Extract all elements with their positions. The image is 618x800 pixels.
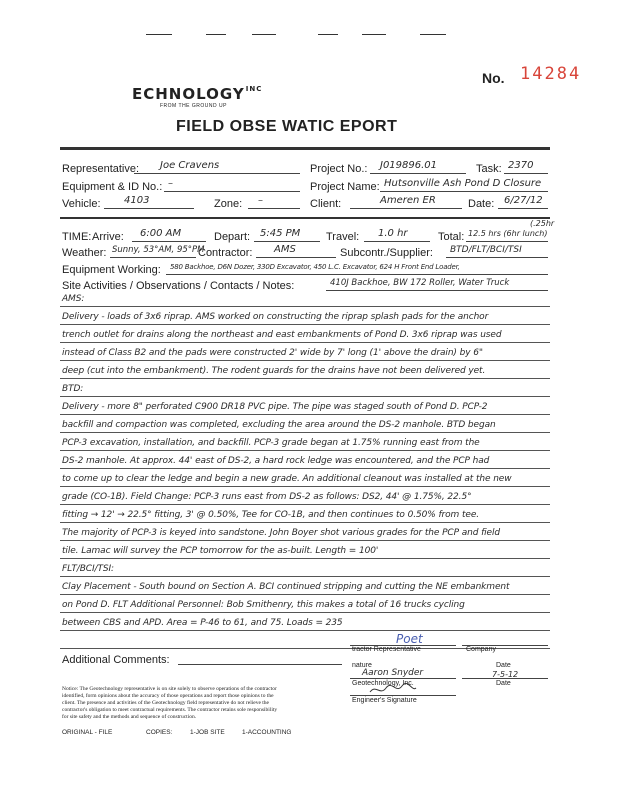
notice-line: for site safety and the methods and sequence of construction. bbox=[62, 714, 197, 720]
notice-line: identified, form opinions about the accuracy of those operations and report those opinions to the bbox=[62, 693, 274, 699]
arrive-underline bbox=[132, 241, 206, 242]
note-line: AMS: bbox=[62, 294, 85, 304]
additional-comments-label: Additional Comments: bbox=[62, 654, 170, 666]
distribution-accounting: 1-ACCOUNTING bbox=[242, 729, 292, 736]
subcontr-label: Subcontr./Supplier: bbox=[340, 247, 433, 259]
zone-label: Zone: bbox=[214, 198, 243, 210]
subcontr-value: BTD/FLT/BCI/TSI bbox=[450, 245, 522, 255]
header-dash bbox=[206, 34, 226, 35]
note-line: DS-2 manhole. At approx. 44' east of DS-2, a hard rock ledge was encountered, and the PCP had bbox=[62, 456, 490, 466]
depart-value: 5:45 PM bbox=[260, 228, 301, 239]
date-underline bbox=[498, 208, 548, 209]
depart-underline bbox=[254, 241, 320, 242]
contractor-underline bbox=[256, 257, 336, 258]
ruled-line bbox=[60, 540, 550, 541]
time-label: TIME: bbox=[62, 231, 92, 243]
ruled-line bbox=[60, 558, 550, 559]
header-dash bbox=[362, 34, 386, 35]
report-number: 14284 bbox=[520, 64, 582, 84]
zone-underline bbox=[248, 208, 300, 209]
equipment-id-label: Equipment & ID No.: bbox=[62, 181, 163, 193]
ruled-line bbox=[60, 576, 550, 577]
project-name-label: Project Name: bbox=[310, 181, 380, 193]
weather-underline bbox=[110, 257, 196, 258]
vehicle-underline bbox=[104, 208, 194, 209]
client-value: Ameren ER bbox=[380, 195, 436, 206]
ruled-line bbox=[60, 468, 550, 469]
distribution-original: ORIGINAL - FILE bbox=[62, 729, 113, 736]
representative-value: Joe Cravens bbox=[160, 160, 220, 171]
note-line: backfill and compaction was completed, excluding the area around the DS-2 manhole. BTD began bbox=[62, 420, 496, 430]
ruled-line bbox=[60, 360, 550, 361]
ruled-line bbox=[60, 630, 550, 631]
travel-underline bbox=[364, 241, 430, 242]
project-no-label: Project No.: bbox=[310, 163, 368, 175]
notice-line: contractor's obligation to meet contractual requirements. The contractor retains sole responsibility bbox=[62, 707, 278, 713]
logo-suffix: INC bbox=[245, 85, 263, 93]
travel-value: 1.0 hr bbox=[378, 228, 408, 239]
note-line: tile. Lamac will survey the PCP tomorrow for the as-built. Length = 100' bbox=[62, 546, 379, 556]
section-divider bbox=[60, 217, 550, 219]
engineer-signature-scribble bbox=[368, 682, 418, 696]
total-label: Total: bbox=[438, 231, 465, 243]
arrive-label: Arrive: bbox=[92, 231, 124, 243]
total-underline bbox=[466, 241, 548, 242]
equipment-working-value: 580 Backhoe, D6N Dozer, 330D Excavator, 450 L.C. Excavator, 624 H Front End Loader, bbox=[170, 263, 460, 271]
ruled-line bbox=[60, 594, 550, 595]
contractor-label: Contractor: bbox=[198, 247, 253, 259]
note-line: The majority of PCP-3 is keyed into sandstone. John Boyer shot various grades for the PCP and field bbox=[62, 528, 501, 538]
notice-line: client. The presence and activities of the Geotechnology field representative do not relieve the bbox=[62, 700, 269, 706]
site-activities-value: 410J Backhoe, BW 172 Roller, Water Truck bbox=[330, 278, 510, 288]
note-line: Clay Placement - South bound on Section A. BCI continued stripping and cutting the NE embankment bbox=[62, 582, 510, 592]
project-no-underline bbox=[370, 173, 466, 174]
ruled-line bbox=[60, 612, 550, 613]
contractor-rep-value: Poet bbox=[396, 632, 423, 646]
notice-text bbox=[62, 686, 277, 721]
site-activities-label: Site Activities / Observations / Contacts / Notes: bbox=[62, 280, 295, 292]
project-no-value: J019896.01 bbox=[380, 160, 438, 171]
ruled-line bbox=[60, 522, 550, 523]
note-line: to come up to clear the ledge and begin a new grade. An additional cleanout was installed at the new bbox=[62, 474, 512, 484]
note-line: Delivery - loads of 3x6 riprap. AMS worked on constructing the riprap splash pads for the anchor bbox=[62, 312, 489, 322]
signature-underline bbox=[350, 678, 456, 679]
note-line: trench outlet for drains along the northeast and east embankments of Pond D. 3x6 riprap was used bbox=[62, 330, 502, 340]
arrive-value: 6:00 AM bbox=[140, 228, 182, 239]
note-line: FLT/BCI/TSI: bbox=[62, 564, 114, 574]
page-title: FIELD OBSE WATIC EPORT bbox=[176, 118, 398, 135]
total-value: 12.5 hrs (6hr lunch) bbox=[468, 229, 548, 238]
equipment-working-label: Equipment Working: bbox=[62, 264, 161, 276]
date-value: 6/27/12 bbox=[504, 195, 543, 206]
company-label: Company bbox=[466, 646, 496, 653]
title-divider bbox=[60, 147, 550, 150]
client-label: Client: bbox=[310, 198, 342, 210]
ruled-line bbox=[60, 414, 550, 415]
ruled-line bbox=[60, 396, 550, 397]
ruled-line bbox=[60, 306, 550, 307]
ruled-line bbox=[60, 450, 550, 451]
date-sig-value: 7-5-12 bbox=[492, 670, 519, 679]
task-label: Task: bbox=[476, 163, 502, 175]
ruled-line bbox=[60, 504, 550, 505]
report-number-label: No. bbox=[482, 70, 505, 86]
equipment-working-underline bbox=[166, 274, 548, 275]
header-dash bbox=[252, 34, 276, 35]
note-line: PCP-3 excavation, installation, and backfill. PCP-3 grade began at 1.75% running east from the bbox=[62, 438, 480, 448]
note-line: on Pond D. FLT Additional Personnel: Bob Smithenry, this makes a total of 16 trucks cycling bbox=[62, 600, 465, 610]
distribution-job-site: 1-JOB SITE bbox=[190, 729, 225, 736]
subcontr-underline bbox=[446, 257, 548, 258]
project-name-underline bbox=[380, 191, 548, 192]
equipment-id-underline bbox=[164, 191, 300, 192]
site-activities-underline bbox=[326, 290, 548, 291]
weather-value: Sunny, 53°AM, 95°PM bbox=[112, 245, 205, 255]
ruled-line bbox=[60, 378, 550, 379]
ruled-line bbox=[60, 432, 550, 433]
equipment-id-value: – bbox=[168, 178, 173, 189]
contractor-rep-underline bbox=[350, 645, 456, 646]
signature-value: Aaron Snyder bbox=[362, 668, 424, 678]
engineer-signature-label: Engineer's Signature bbox=[352, 697, 417, 704]
engineer-underline bbox=[350, 695, 456, 696]
contractor-rep-label: tractor Representative bbox=[352, 646, 421, 653]
vehicle-label: Vehicle: bbox=[62, 198, 101, 210]
date-label: Date: bbox=[468, 198, 495, 210]
note-line: instead of Class B2 and the pads were constructed 2' wide by 7' long (1' above the drain) by 6" bbox=[62, 348, 483, 358]
company-underline bbox=[462, 645, 548, 646]
header-dash bbox=[318, 34, 338, 35]
weather-label: Weather: bbox=[62, 247, 107, 259]
travel-label: Travel: bbox=[326, 231, 360, 243]
note-line: fitting → 12' → 22.5° fitting, 3' @ 0.50%, Tee for CO-1B, and then continues to 0.50% from tee. bbox=[62, 510, 480, 520]
representative-underline bbox=[134, 173, 300, 174]
signature-label: nature bbox=[352, 662, 372, 669]
date-sig-label: Date bbox=[496, 662, 511, 669]
task-underline bbox=[504, 173, 548, 174]
ruled-line bbox=[60, 486, 550, 487]
notice-line: Notice: The Geotechnology representative is on site solely to observe operations of the contractor bbox=[62, 686, 277, 692]
note-line: deep (cut into the embankment). The rodent guards for the drains have not been delivered yet. bbox=[62, 366, 486, 376]
project-name-value: Hutsonville Ash Pond D Closure bbox=[384, 178, 542, 189]
note-line: grade (CO-1B). Field Change: PCP-3 runs east from DS-2 as follows: DS2, 44' @ 1.75%, 22.5° bbox=[62, 492, 472, 502]
additional-comments-underline bbox=[178, 664, 342, 665]
client-underline bbox=[350, 208, 462, 209]
distribution-copies: COPIES: bbox=[146, 729, 173, 736]
note-line: BTD: bbox=[62, 384, 84, 394]
representative-label: Representative: bbox=[62, 163, 140, 175]
note-line: between CBS and APD. Area = P-46 to 61, and 75. Loads = 235 bbox=[62, 618, 343, 628]
vehicle-value: 4103 bbox=[124, 195, 150, 206]
geotech-label: Geotechnology, Inc. bbox=[352, 680, 414, 687]
ruled-line bbox=[60, 342, 550, 343]
depart-label: Depart: bbox=[214, 231, 251, 243]
date-label-2: Date bbox=[496, 680, 511, 687]
zone-value: – bbox=[258, 195, 263, 206]
total-note: (.25hr bbox=[530, 219, 555, 228]
header-dash bbox=[146, 34, 172, 35]
task-value: 2370 bbox=[508, 160, 534, 171]
logo-brand: ECHNOLOGY bbox=[132, 85, 245, 103]
note-line: Delivery - more 8" perforated C900 DR18 PVC pipe. The pipe was staged south of Pond D. PCP-2 bbox=[62, 402, 488, 412]
ruled-line bbox=[60, 324, 550, 325]
contractor-value: AMS bbox=[274, 244, 296, 255]
logo-tagline: FROM THE GROUND UP bbox=[160, 103, 227, 109]
date-sig-underline bbox=[462, 678, 548, 679]
company-logo bbox=[132, 85, 262, 103]
header-dash bbox=[420, 34, 446, 35]
